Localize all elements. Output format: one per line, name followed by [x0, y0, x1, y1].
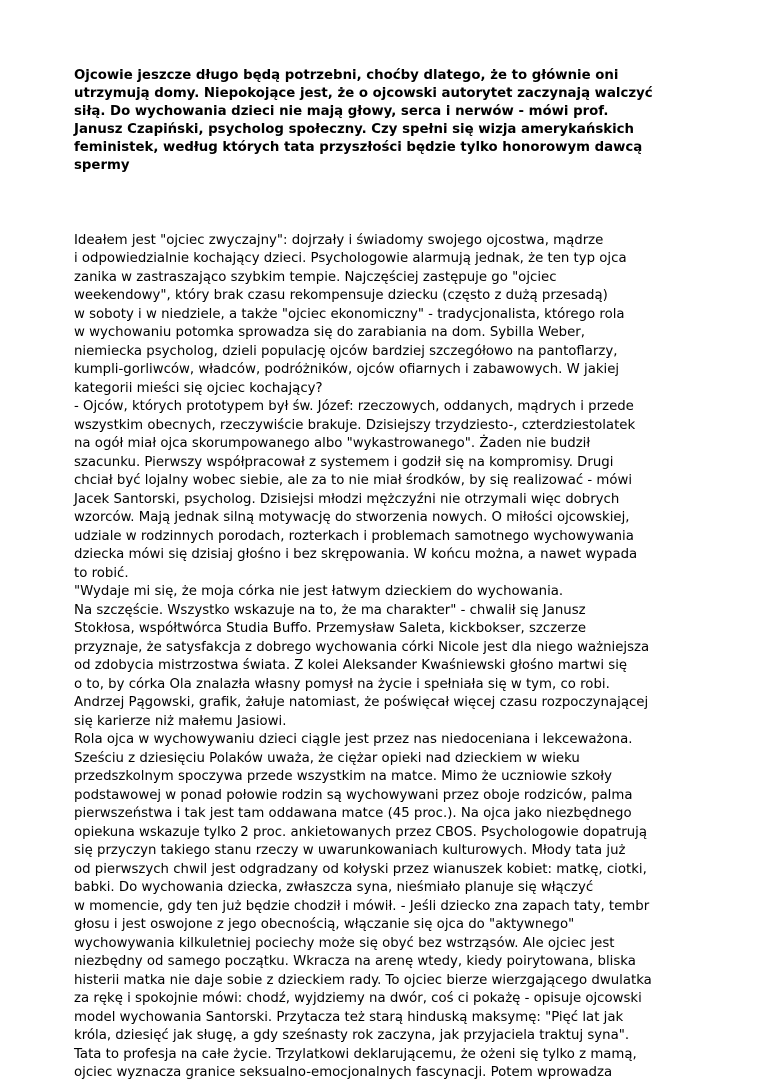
body-line: Ideałem jest "ojciec zwyczajny": dojrzały i świadomy swojego ojcostwa, mądrze: [74, 232, 604, 248]
lead-line: feministek, według których tata przyszłości będzie tylko honorowym dawcą: [74, 140, 643, 156]
body-line: histerii matka nie daje sobie z dzieckiem rady. To ojciec bierze wierzgającego dwulatka: [74, 972, 652, 988]
body-line: na ogół miał ojca skorumpowanego albo "wykastrowanego". Żaden nie budził: [74, 436, 591, 452]
body-line: weekendowy", który brak czasu rekompensuje dziecku (często z dużą przesadą): [74, 288, 608, 304]
article-body: [74, 232, 714, 1083]
body-line: Na szczęście. Wszystko wskazuje na to, że ma charakter" - chwalił się Janusz: [74, 602, 586, 618]
body-line: głosu i jest oswojone z jego obecnością, włączanie się ojca do "aktywnego": [74, 917, 575, 933]
article-lead: [74, 67, 714, 176]
body-line: kategorii mieści się ojciec kochający?: [74, 380, 323, 396]
body-line: babki. Do wychowania dziecka, zwłaszcza syna, nieśmiało planuje się włączyć: [74, 880, 594, 896]
body-line: wychowywania kilkuletniej pociechy może się obyć bez wstrząsów. Ale ojciec jest: [74, 935, 615, 951]
body-line: w soboty i w niedziele, a także "ojciec ekonomiczny" - tradycjonalista, którego rola: [74, 306, 625, 322]
body-line: Sześciu z dziesięciu Polaków uważa, że ciężar opieki nad dzieckiem w wieku: [74, 750, 580, 766]
body-line: wzorców. Mają jednak silną motywację do stworzenia nowych. O miłości ojcowskiej,: [74, 510, 630, 526]
body-line: i odpowiedzialnie kochający dzieci. Psychologowie alarmują jednak, że ten typ ojca: [74, 251, 627, 267]
body-line: od zdobycia mistrzostwa świata. Z kolei Aleksander Kwaśniewski głośno martwi się: [74, 658, 628, 674]
body-line: przedszkolnym spoczywa przede wszystkim na matce. Mimo że uczniowie szkoły: [74, 769, 612, 785]
lead-line: Ojcowie jeszcze długo będą potrzebni, choćby dlatego, że to głównie oni: [74, 68, 619, 83]
body-line: pierwszeństwa i tak jest tam oddawana matce (45 proc.). Na ojca jako niezbędnego: [74, 806, 632, 822]
body-line: niezbędny od samego początku. Wkracza na arenę wtedy, kiedy poirytowana, bliska: [74, 954, 636, 970]
body-line: - Ojców, których prototypem był św. Józef: rzeczowych, oddanych, mądrych i przede: [74, 399, 634, 415]
lead-line: Janusz Czapiński, psycholog społeczny. Czy spełni się wizja amerykańskich: [74, 122, 635, 138]
lead-line: spermy: [74, 158, 130, 174]
body-line: się karierze niż małemu Jasiowi.: [74, 713, 287, 729]
body-line: od pierwszych chwil jest odgradzany od kołyski przez wianuszek kobiet: matkę, ciotki,: [74, 861, 647, 877]
document-page: [74, 67, 714, 1083]
body-line: niemiecka psycholog, dzieli populację ojców bardziej szczegółowo na pantoflarzy,: [74, 343, 618, 359]
body-line: za rękę i spokojnie mówi: chodź, wyjdziemy na dwór, coś ci pokażę - opisuje ojcowski: [74, 991, 642, 1007]
body-line: Andrzej Pągowski, grafik, żałuje natomiast, że poświęcał więcej czasu rozpoczynającej: [74, 695, 649, 711]
body-line: przyznaje, że satysfakcja z dobrego wychowania córki Nicole jest dla niego ważniejsza: [74, 639, 650, 655]
body-line: wszystkim obecnych, rzeczywiście brakuje. Dzisiejszy trzydziesto-, czterdziestolatek: [74, 417, 636, 433]
body-line: Tata to profesja na całe życie. Trzylatkowi deklarującemu, że ożeni się tylko z mamą,: [74, 1046, 637, 1062]
body-line: "Wydaje mi się, że moja córka nie jest łatwym dzieckiem do wychowania.: [74, 584, 564, 600]
body-line: to robić.: [74, 565, 129, 581]
body-line: o to, by córka Ola znalazła własny pomysł na życie i spełniała się w tym, co robi.: [74, 676, 610, 692]
body-line: szacunku. Pierwszy współpracował z systemem i godził się na kompromisy. Drugi: [74, 454, 614, 470]
body-line: dziecka mówi się dzisiaj głośno i bez skrępowania. W końcu można, a nawet wypada: [74, 547, 638, 563]
body-line: chciał być lojalny wobec siebie, ale za to nie miał środków, by się realizować - mówi: [74, 473, 633, 489]
body-line: w momencie, gdy ten już będzie chodził i mówił. - Jeśli dziecko zna zapach taty, tembr: [74, 898, 650, 914]
body-line: Rola ojca w wychowywaniu dzieci ciągle jest przez nas niedoceniana i lekceważona.: [74, 732, 633, 748]
body-line: Stokłosa, współtwórca Studia Buffo. Przemysław Saleta, kickbokser, szczerze: [74, 621, 587, 637]
lead-line: siłą. Do wychowania dzieci nie mają głowy, serca i nerwów - mówi prof.: [74, 104, 609, 120]
body-line: w wychowaniu potomka sprowadza się do zarabiania na dom. Sybilla Weber,: [74, 325, 585, 341]
body-line: kumpli-gorliwców, władców, podróżników, ojców ofiarnych i zabawowych. W jakiej: [74, 362, 620, 378]
body-line: podstawowej w ponad połowie rodzin są wychowywani przez oboje rodziców, palma: [74, 787, 633, 803]
body-line: się przyczyn takiego stanu rzeczy w uwarunkowaniach kulturowych. Młody tata już: [74, 843, 626, 859]
body-line: ojciec wyznacza granice seksualno-emocjonalnych fascynacji. Potem wprowadza: [74, 1065, 613, 1081]
body-line: opiekuna wskazuje tylko 2 proc. ankietowanych przez CBOS. Psychologowie dopatrują: [74, 824, 648, 840]
lead-line: utrzymują domy. Niepokojące jest, że o ojcowski autorytet zaczynają walczyć: [74, 86, 653, 102]
body-line: udziale w rodzinnych porodach, rozterkach i problemach samotnego wychowywania: [74, 528, 634, 544]
body-line: model wychowania Santorski. Przytacza też starą hinduską maksymę: "Pięć lat jak: [74, 1009, 624, 1025]
body-line: Jacek Santorski, psycholog. Dzisiejsi młodzi mężczyźni nie otrzymali więc dobrych: [74, 491, 620, 507]
body-line: zanika w zastraszająco szybkim tempie. Najczęściej zastępuje go "ojciec: [74, 269, 557, 285]
body-line: króla, dziesięć jak sługę, a gdy sześnasty rok zaczyna, jak przyjaciela traktuj syna".: [74, 1028, 630, 1044]
